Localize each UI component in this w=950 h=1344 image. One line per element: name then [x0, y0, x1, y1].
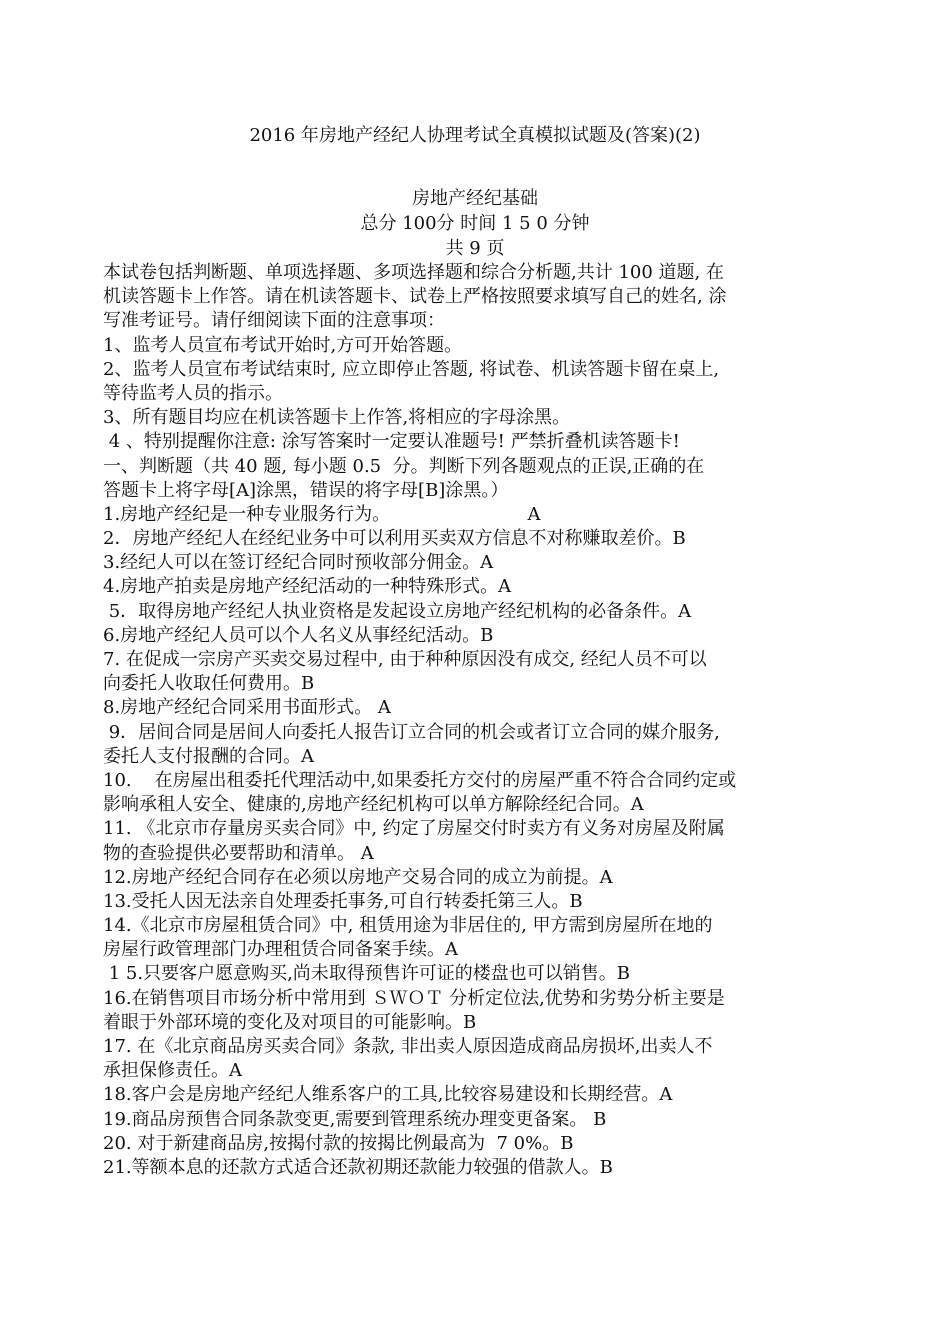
question-line: 7. 在促成一宗房产买卖交易过程中, 由于种种原因没有成交, 经纪人员不可以 [103, 649, 707, 670]
question-line: 17. 在《北京商品房买卖合同》条款, 非出卖人原因造成商品房损坏,出卖人不 [103, 1036, 713, 1057]
text-line: 等待监考人员的指示。 [103, 382, 283, 404]
text-line: 4 、特别提醒你注意: 涂写答案时一定要认准题号! 严禁折叠机读答题卡! [103, 431, 680, 453]
question-line: 向委托人收取任何费用。B [103, 673, 315, 695]
question-line: 14.《北京市房屋租赁合同》中, 租赁用途为非居住的, 甲方需到房屋所在地的 [103, 915, 713, 937]
text-line: 答题卡上将字母[A]涂黑，错误的将字母[B]涂黑。） [103, 479, 509, 501]
exam-meta: 总分 100分 时间 1 5 0 分钟 [360, 213, 590, 234]
question-line: 8.房地产经纪合同采用书面形式。 A [103, 697, 391, 719]
question-line: 3.经纪人可以在签订经纪合同时预收部分佣金。A [103, 552, 494, 574]
text-line: 1、监考人员宣布考试开始时,方可开始答题。 [103, 334, 463, 356]
question-line: 19.商品房预售合同条款变更,需要到管理系统办理变更备案。 B [103, 1108, 607, 1130]
question-line: 房屋行政管理部门办理租赁合同备案手续。A [103, 939, 458, 961]
document-body [103, 261, 848, 1180]
question-line: 10. 在房屋出租委托代理活动中,如果委托方交付的房屋严重不符合合同约定或 [103, 769, 737, 791]
text-line: 3、所有题目均应在机读答题卡上作答,将相应的字母涂黑。 [103, 407, 571, 429]
text-line: 2、监考人员宣布考试结束时, 应立即停止答题, 将试卷、机读答题卡留在桌上, [103, 358, 720, 380]
question-line: 6.房地产经纪人员可以个人名义从事经纪活动。B [103, 624, 494, 646]
question-line: 9．居间合同是居间人向委托人报告订立合同的机会或者订立合同的媒介服务, [103, 721, 720, 743]
text-line: 一、判断题（共 40 题, 每小题 0.5 分。判断下列各题观点的正误,正确的在 [103, 455, 705, 477]
question-line: 着眼于外部环境的变化及对项目的可能影响。B [103, 1011, 477, 1033]
question-line: 委托人支付报酬的合同。A [103, 745, 314, 767]
question-line: 影响承租人安全、健康的,房地产经纪机构可以单方解除经纪合同。A [103, 794, 644, 816]
page-count: 共 9 页 [445, 238, 505, 259]
question-line: 20. 对于新建商品房,按揭付款的按揭比例最高为 7 0%。B [103, 1132, 574, 1154]
question-line: 5．取得房地产经纪人执业资格是发起设立房地产经纪机构的必备条件。A [103, 600, 692, 622]
text-line: 本试卷包括判断题、单项选择题、多项选择题和综合分析题,共计 100 道题, 在 [103, 262, 724, 283]
question-line: 13.受托人因无法亲自处理委托事务,可自行转委托第三人。B [103, 890, 583, 912]
question-line: 16.在销售项目市场分析中常用到 ＳＷＯＴ 分析定位法,优势和劣势分析主要是 [103, 987, 725, 1009]
question-line: 21.等额本息的还款方式适合还款初期还款能力较强的借款人。B [103, 1156, 613, 1178]
question-line: 1.房地产经纪是一种专业服务行为。 A [103, 503, 541, 525]
text-line: 机读答题卡上作答。请在机读答题卡、试卷上严格按照要求填写自己的姓名, 涂 [103, 286, 727, 308]
question-line: 承担保修责任。A [103, 1060, 242, 1082]
question-line: 11. 《北京市存量房买卖合同》中, 约定了房屋交付时卖方有义务对房屋及附属 [103, 818, 725, 840]
question-line: 4.房地产拍卖是房地产经纪活动的一种特殊形式。A [103, 576, 512, 598]
subject-title: 房地产经纪基础 [412, 188, 538, 209]
question-line: 1 5.只要客户愿意购买,尚未取得预售许可证的楼盘也可以销售。B [103, 963, 631, 985]
question-line: 18.客户会是房地产经纪人维系客户的工具,比较容易建设和长期经营。A [103, 1084, 673, 1106]
question-line: 物的查验提供必要帮助和清单。 A [103, 842, 374, 864]
question-line: 12.房地产经纪合同存在必须以房地产交易合同的成立为前提。A [103, 866, 613, 888]
document-title: 2016 年房地产经纪人协理考试全真模拟试题及(答案)(2) [249, 125, 701, 146]
text-line: 写准考证号。请仔细阅读下面的注意事项： [103, 310, 445, 332]
question-line: 2．房地产经纪人在经纪业务中可以利用买卖双方信息不对称赚取差价。B [103, 528, 686, 550]
